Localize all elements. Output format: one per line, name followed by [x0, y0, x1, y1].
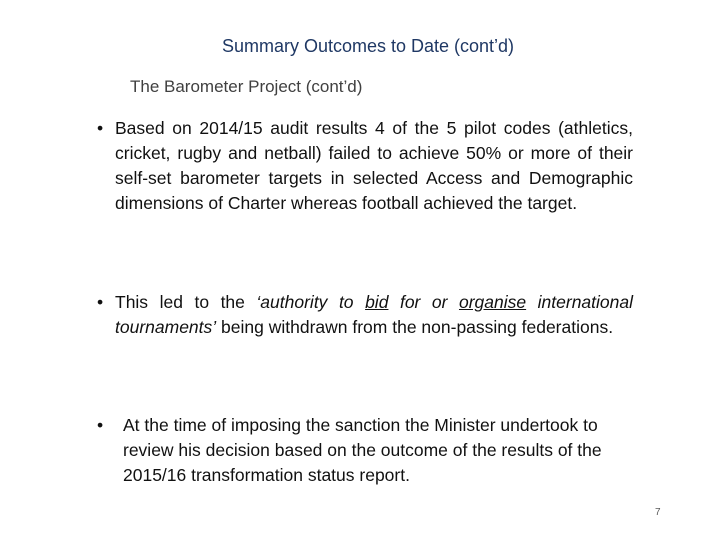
bullet-text-underlined: organise	[458, 292, 527, 312]
bullet-text-italic: for or	[388, 292, 459, 312]
bullet-item-1	[97, 116, 633, 216]
bullet-text-italic: ‘authority to	[256, 292, 366, 312]
slide-title: Summary Outcomes to Date (cont’d)	[221, 36, 515, 56]
bullet-text-plain: being withdrawn from the non-passing federations.	[216, 317, 614, 337]
bullet-text: Based on 2014/15 audit results 4 of the 5 pilot codes (athletics, cricket, rugby and netball) failed to achieve 50% or more of their self-set barometer targets in selected Access and Demographic dimensions of Charter whereas football achieved the target.	[115, 118, 633, 213]
bullet-item-2	[97, 290, 633, 340]
bullet-icon: •	[97, 292, 104, 312]
bullet-icon: •	[97, 415, 104, 435]
bullet-text	[115, 290, 633, 340]
bullet-text-plain: This led to the	[115, 292, 257, 312]
bullet-text-underlined: bid	[365, 292, 389, 312]
bullet-item-3	[97, 413, 613, 488]
bullet-icon: •	[97, 118, 104, 138]
bullet-text: At the time of imposing the sanction the Minister undertook to review his decision based on the outcome of the results of the 2015/16 transformation status report.	[123, 415, 602, 485]
slide-subtitle: The Barometer Project (cont’d)	[130, 77, 363, 96]
page-number: 7	[655, 507, 661, 518]
bullet-text-italic: international tournaments’	[115, 292, 633, 337]
